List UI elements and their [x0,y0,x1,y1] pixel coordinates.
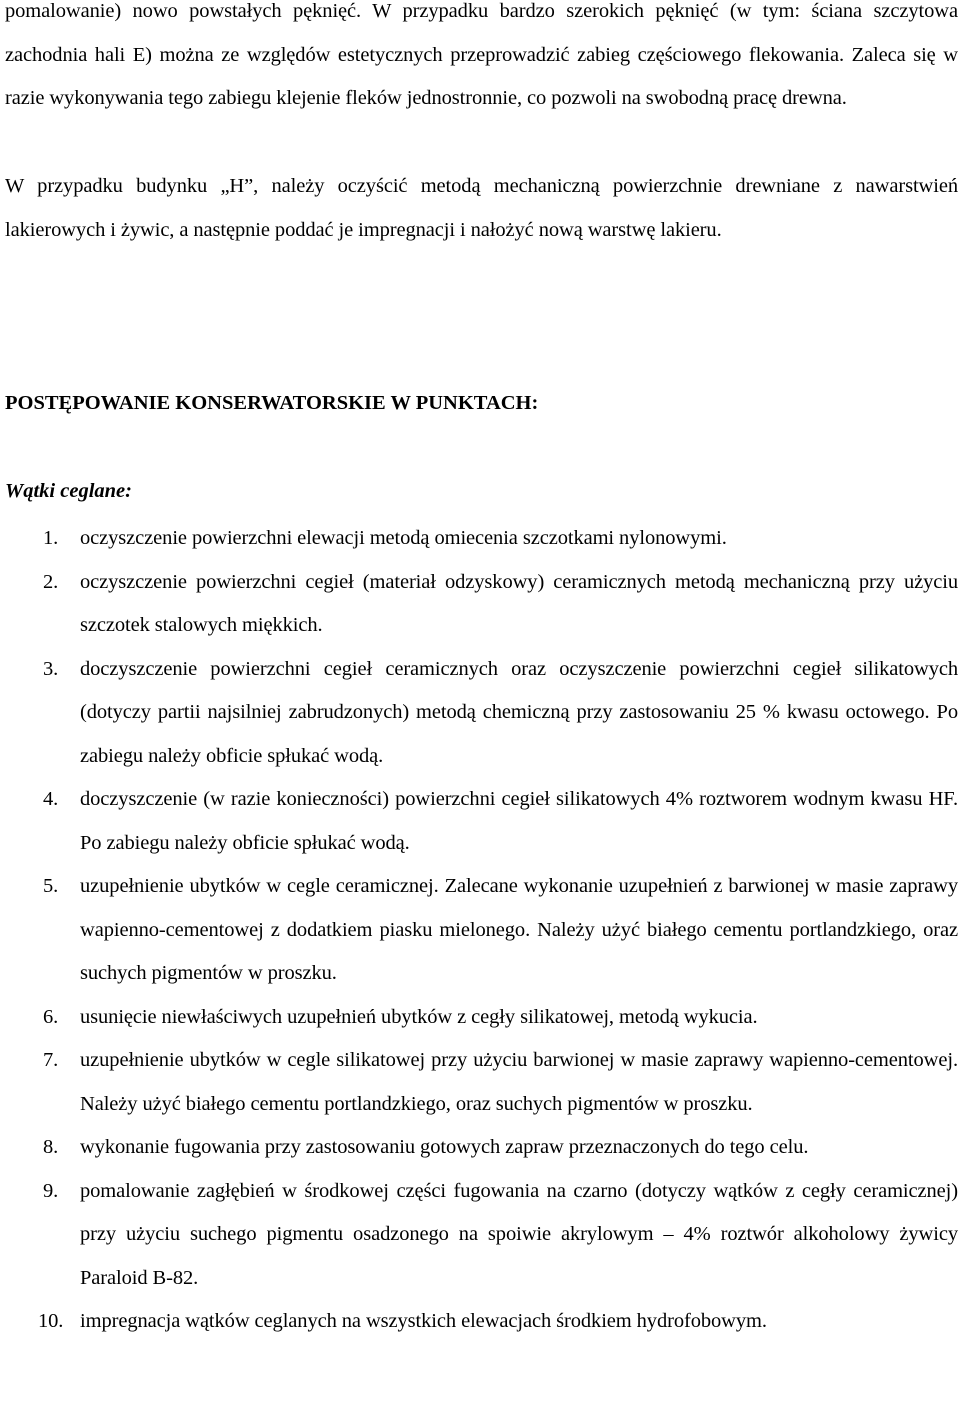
list-item-number: 2. [43,570,59,593]
list-item [5,561,958,648]
list-item-text: wykonanie fugowania przy zastosowaniu gotowych zapraw przeznaczonych do tego celu. [80,1136,809,1158]
list-item-text: pomalowanie zagłębień w środkowej części fugowania na czarno (dotyczy wątków z cegły ceramicznej) przy użyciu suchego pigmentu osadzonego na spoiwie akrylowym – 4% roztwór alkoholowy żywicy Paraloid B-82. [80,1179,958,1289]
list-item-text: oczyszczenie powierzchni elewacji metodą omiecenia szczotkami nylonowymi. [80,527,727,549]
list-item-text: impregnacja wątków ceglanych na wszystkich elewacjach środkiem hydrofobowym. [80,1310,767,1332]
list-item-text: uzupełnienie ubytków w cegle ceramicznej. Zalecane wykonanie uzupełnień z barwionej w masie zaprawy wapienno-cementowej z dodatkiem piasku mielonego. Należy użyć białego cementu portlandzkiego, oraz suchych pigmentów w proszku. [80,875,958,984]
section-subheading: Wątki ceglane: [5,480,132,502]
list-item [5,1039,958,1126]
list-item [5,778,958,865]
list-item-number: 10. [38,1310,64,1332]
list-item [5,517,958,561]
list-item-number: 8. [43,1136,59,1158]
list-item-number: 5. [43,875,59,897]
list-item-number: 3. [43,657,59,680]
list-item-text: oczyszczenie powierzchni cegieł (materiał odzyskowy) ceramicznych metodą mechaniczną przy użyciu szczotek stalowych miękkich. [80,570,958,636]
list-item-number: 1. [43,527,59,549]
list-item-text: doczyszczenie (w razie konieczności) powierzchni cegieł silikatowych 4% roztworem wodnym kwasu HF. Po zabiegu należy obficie spłukać wodą. [80,788,958,854]
paragraph-cracks: pomalowanie) nowo powstałych pęknięć. W przypadku bardzo szerokich pęknięć (w tym: ściana szczytowa zachodnia hali E) można ze względów estetycznych przeprowadzić zabieg częściowego flekowania. Zaleca się w razie wykonywania tego zabiegu klejenie fleków jednostronnie, co pozwoli na swobodną pracę drewna. [5,0,958,109]
list-item-text: doczyszczenie powierzchni cegieł ceramicznych oraz oczyszczenie powierzchni cegieł silikatowych (dotyczy partii najsilniej zabrudzonych) metodą chemiczną przy zastosowaniu 25 % kwasu octowego. Po zabiegu należy obficie spłukać wodą. [80,657,958,767]
list-item-number: 9. [43,1179,59,1202]
list-item [5,865,958,996]
list-item [5,648,958,779]
list-item-number: 4. [43,788,59,810]
list-item [5,996,958,1040]
list-item-number: 7. [43,1049,59,1071]
list-item-text: usunięcie niewłaściwych uzupełnień ubytków z cegły silikatowej, metodą wykucia. [80,1005,758,1028]
list-item [5,1300,958,1344]
list-item [5,1126,958,1170]
procedure-list [5,517,958,1344]
paragraph-building-h: W przypadku budynku „H”, należy oczyścić metodą mechaniczną powierzchnie drewniane z nawarstwień lakierowych i żywic, a następnie poddać je impregnacji i nałożyć nową warstwę lakieru. [5,175,958,241]
list-item [5,1170,958,1301]
list-item-text: uzupełnienie ubytków w cegle silikatowej przy użyciu barwionej w masie zaprawy wapienno-cementowej. Należy użyć białego cementu portlandzkiego, oraz suchych pigmentów w proszku. [80,1049,958,1115]
list-item-number: 6. [43,1005,59,1028]
section-heading: POSTĘPOWANIE KONSERWATORSKIE W PUNKTACH: [5,392,539,414]
